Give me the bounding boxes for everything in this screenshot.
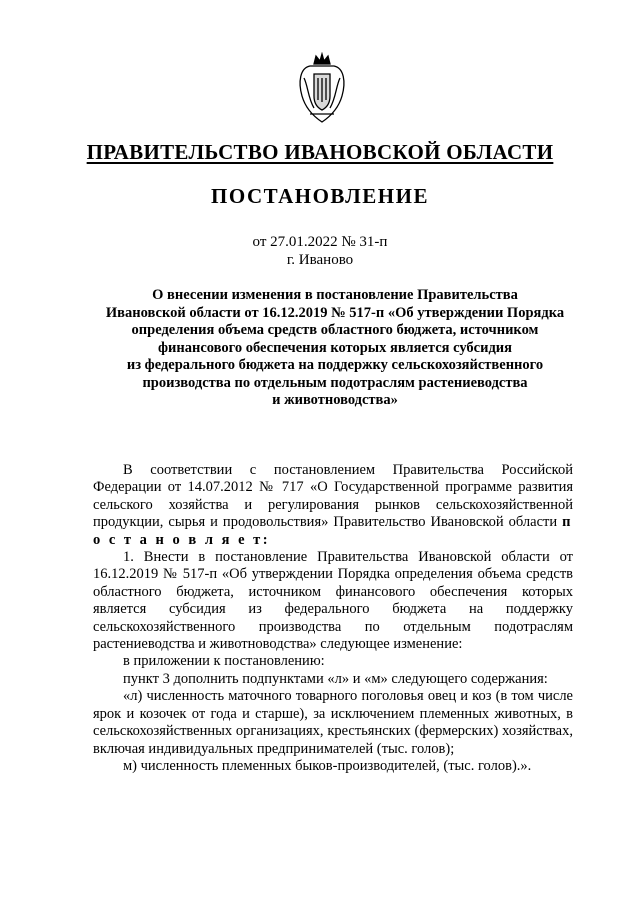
subject-line: определения объема средств областного бюджета, источником <box>131 322 539 338</box>
document-type: ПОСТАНОВЛЕНИЕ <box>211 184 429 208</box>
coat-of-arms-icon <box>296 52 348 124</box>
preamble-paragraph <box>93 462 573 549</box>
date-block <box>0 233 640 269</box>
subject-line: О внесении изменения в постановление Правительства <box>152 287 518 303</box>
appendix-paragraph: в приложении к постановлению: <box>123 653 325 670</box>
date-number: от 27.01.2022 № 31-п <box>252 234 388 250</box>
organization-title: ПРАВИТЕЛЬСТВО ИВАНОВСКОЙ ОБЛАСТИ <box>86 140 554 164</box>
subject-title <box>100 287 570 410</box>
subject-line: производства по отдельным подотраслям растениеводства <box>142 374 528 391</box>
subject-line: и животноводства» <box>272 392 398 408</box>
document-body <box>93 462 573 775</box>
subject-line: из федерального бюджета на поддержку сельскохозяйственного <box>126 357 544 373</box>
subpoint-l-paragraph: «л) численность маточного товарного поголовья овец и коз (в том числе ярок и козочек от года и старше), за исключением племенных животных, в сельскохозяйственных организациях, крестьянских (фермерских) хозяйствах, включая индивидуальных предпринимателей (тыс. голов); <box>93 688 573 757</box>
preamble-text: В соответствии с постановлением Правительства Российской Федерации от 14.07.2012 № 717 «О Государственной программе развития сельского хозяйства и регулирования рынков сельскохозяйственной продукции, сырья и продовольствия» Правительство Ивановской области <box>93 462 573 531</box>
item-1-paragraph: 1. Внести в постановление Правительства Ивановской области от 16.12.2019 № 517-п «Об утверждении Порядка определения объема средств областного бюджета, источником финансового обеспечения которых является субсидия из федерального бюджета на поддержку сельскохозяйственного производства по отдельным подотраслям растениеводства и животноводства» следующее изменение: <box>93 549 573 653</box>
city: г. Иваново <box>286 252 354 268</box>
decree-word: п о с т а н о в л я е т: <box>93 514 573 548</box>
subpoint-m-paragraph: м) численность племенных быков-производителей, (тыс. голов).». <box>123 757 532 774</box>
subject-line: Ивановской области от 16.12.2019 № 517-п «Об утверждении Порядка <box>105 304 565 321</box>
point-paragraph: пункт 3 дополнить подпунктами «л» и «м» следующего содержания: <box>123 670 548 687</box>
subject-line: финансового обеспечения которых является субсидия <box>158 339 512 356</box>
